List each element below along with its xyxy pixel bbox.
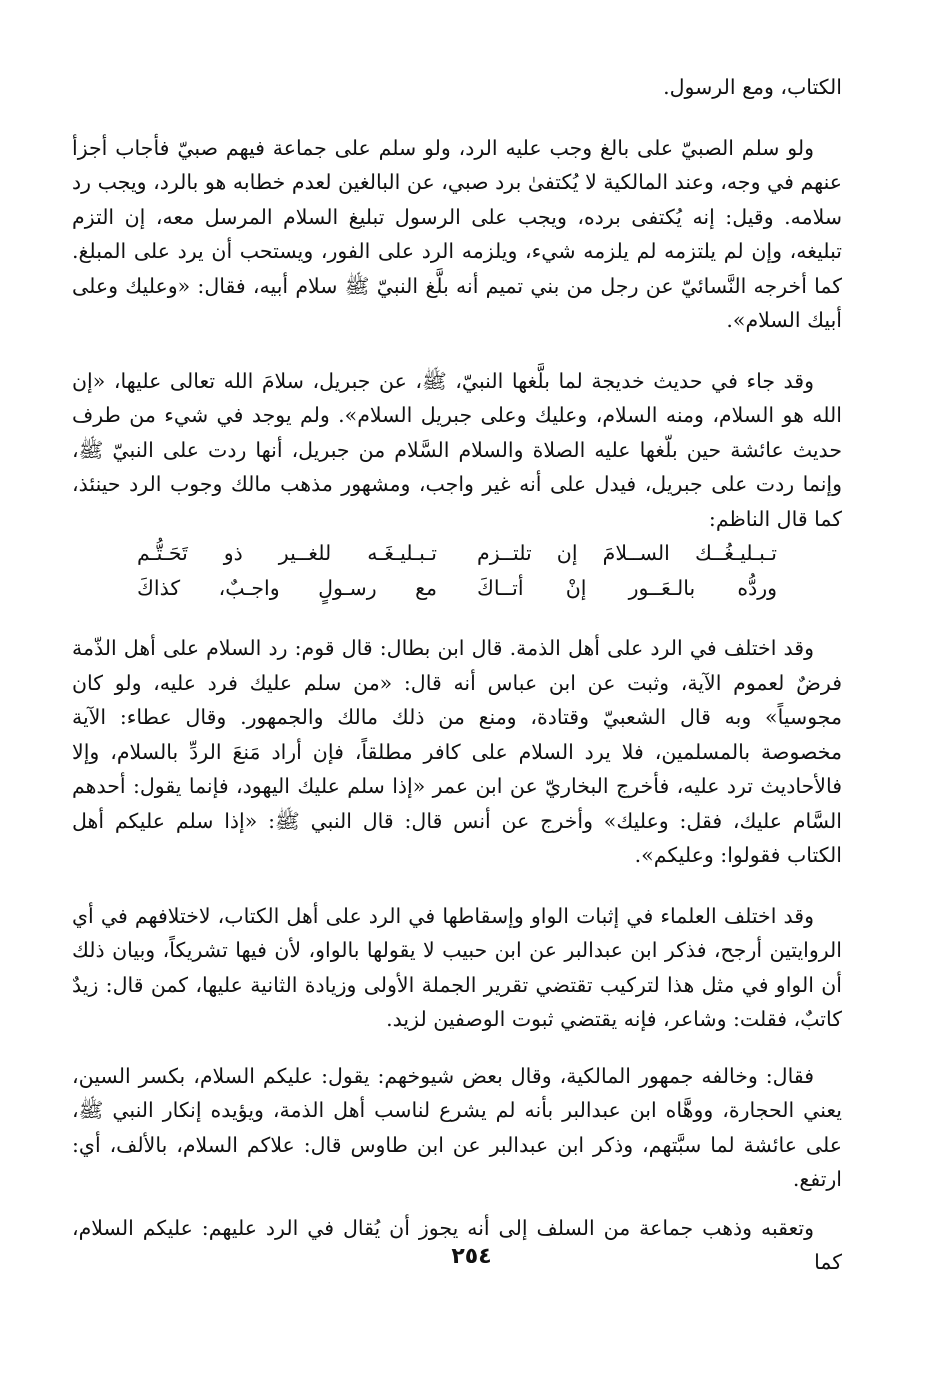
paragraph-ahl-al-dhimma: وقد اختلف في الرد على أهل الذمة. قال ابن بطال: قال قوم: رد السلام على أهل الذّمة فرضٌ لعموم الآية، وثبت عن ابن عباس أنه قال: «من سلم عليك فرد عليه، ولو كان مجوسياً» وبه قال الشعبيّ وقتادة، ومنع من ذلك مالك والجمهور. وقال عطاء: الآية مخصوصة بالمسلمين، فلا يرد السلام على كافر مطلقاً، فإن أراد مَنعَ الردِّ بالسلام، وإلا فالأحاديث ترد عليه، فأخرج البخاريّ عن ابن عمر «إذا سلم عليك اليهود، فإنما يقول: أحدهم السَّام عليك، فقل: وعليك» وأخرج عن أنس قال: قال النبي ﷺ: «إذا سلم عليكم أهل الكتاب فقولوا: وعليكم».	[72, 636, 842, 867]
spacer	[72, 1197, 842, 1211]
poem-verse-1	[137, 536, 777, 571]
opening-line: الكتاب، ومع الرسول.	[663, 75, 842, 99]
spacer	[72, 873, 842, 899]
poem-verse-1-first-hemistich: تـبـليـغُــك الســلامَ إن تلتــزم	[477, 541, 777, 565]
spacer	[72, 1037, 842, 1059]
page-number: ٢٥٤	[451, 1244, 492, 1269]
page-body	[72, 70, 842, 1280]
paragraph-khadija-hadith: وقد جاء في حديث خديجة لما بلَّغها النبيّ، ﷺ، عن جبريل، سلامَ الله تعالى عليها، «إن الله هو السلام، ومنه السلام، وعليك وعلى جبريل السلام». ولم يوجد في شيء من طرف حديث عائشة حين بلّغها عليه الصلاة والسلام السَّلام من جبريل، أنها ردت على النبيّ ﷺ، وإنما ردت على جبريل، فيدل على أنه غير واجب، ومشهور مذهب مالك وجوب الرد حينئذ، كما قال الناظم:	[72, 368, 842, 531]
poem-verse-2	[137, 571, 777, 606]
spacer	[72, 605, 842, 631]
paragraph-greeting-child: ولو سلم الصبيّ على بالغ وجب عليه الرد، ولو سلم على جماعة فيهم صبيّ فأجاب أجزأ عنهم في وجه، وعند المالكية لا يُكتفىٰ برد صبي، عن البالغين لعدم خطابه هو بالرد، ويجب رد سلامه. وقيل: إنه يُكتفى برده، ويجب على الرسول تبليغ السلام المرسل معه، إن التزم تبليغه، وإن لم يلتزمه لم يلزمه شيء، ويلزمه الرد على الفور، ويستحب أن يرد على المبلغ. كما أخرجه النَّسائيّ عن رجل من بني تميم أنه بلَّغ النبيّ ﷺ سلام أبيه، فقال: «وعليك وعلى أبيك السلام».	[72, 135, 842, 332]
spacer	[72, 338, 842, 364]
paragraph-maliki-view: فقال: وخالفه جمهور المالكية، وقال بعض شيوخهم: يقول: عليكم السلام، بكسر السين، يعني الحجارة، ووهَّاه ابن عبدالبر بأنه لم يشرع لناسب أهل الذمة، ويؤيده إنكار النبي ﷺ، على عائشة لما سبَّتهم، وذكر ابن عبدالبر عن ابن طاوس قال: علاكم السلام، بالألف، أي: ارتفع.	[72, 1063, 842, 1191]
paragraph-salaf-view: وتعقبه وذهب جماعة من السلف إلى أنه يجوز أن يُقال في الرد عليهم: عليكم السلام، كما	[72, 1215, 842, 1274]
poem	[137, 536, 777, 605]
poem-verse-1-second-hemistich: تـبـليـغَـه للغــير ذو تَحَـتُّـم	[137, 541, 437, 565]
poem-verse-2-first-hemistich: وردُّه بالـعَــور إنْ أتــاكَ	[477, 575, 777, 600]
poem-verse-2-second-hemistich: مع رسـولٍ واجـبٌ، كذاكَ	[137, 575, 437, 600]
spacer	[72, 105, 842, 131]
paragraph-waw-dispute: وقد اختلف العلماء في إثبات الواو وإسقاطها في الرد على أهل الكتاب، لاختلافهم في أي الروايتين أرجح، فذكر ابن عبدالبر عن ابن حبيب لا يقولها بالواو، لأن فيها تشريكاً، وبيان ذلك أن الواو في مثل هذا لتركيب تقتضي تقرير الجملة الأولى وزيادة الثانية عليها، كمن قال: زيدٌ كاتبٌ، فقلت: وشاعر، فإنه يقتضي ثبوت الوصفين لزيد.	[72, 903, 842, 1031]
